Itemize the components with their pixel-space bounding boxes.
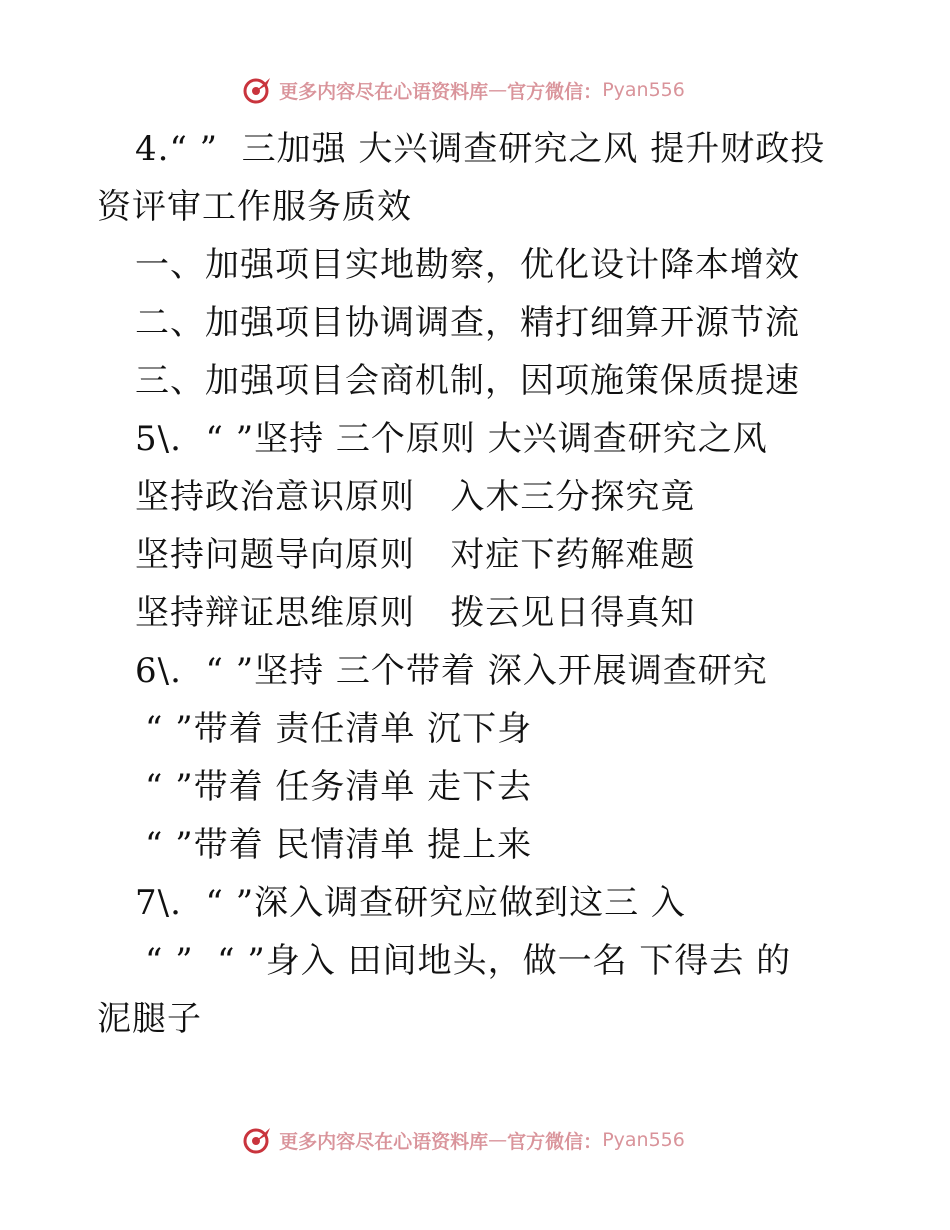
footer-watermark — [0, 1120, 950, 1160]
body-line-5: 三、加强项目会商机制，因项施策保质提速 — [135, 361, 800, 401]
body-line-11: “ ”带着 责任清单 沉下身 — [145, 709, 533, 749]
body-line-7: 坚持政治意识原则 入木三分探究竟 — [135, 477, 696, 517]
body-line-13: “ ”带着 民情清单 提上来 — [145, 825, 533, 865]
watermark-main-text: 更多内容尽在心语资料库 — [279, 80, 489, 103]
header-watermark — [0, 70, 950, 110]
body-line-3: 一、加强项目实地勘察，优化设计降本增效 — [135, 245, 800, 285]
body-line-10: 6\. “ ”坚持 三个带着 深入开展调查研究 — [135, 651, 768, 691]
body-line-9: 坚持辩证思维原则 拨云见日得真知 — [135, 593, 696, 633]
body-line-6: 5\. “ ”坚持 三个原则 大兴调查研究之风 — [135, 419, 768, 459]
watermark-separator: — — [488, 1129, 508, 1151]
watermark-wechat-label: 官方微信： — [507, 80, 603, 103]
watermark-wechat-id: Pyan556 — [602, 1129, 685, 1151]
body-line-8: 坚持问题导向原则 对症下药解难题 — [135, 535, 696, 575]
body-line-15: “ ” “ ”身入 田间地头，做一名 下得去 的 — [145, 941, 792, 981]
watermark-main-text: 更多内容尽在心语资料库 — [279, 1130, 489, 1153]
watermark-wechat-id: Pyan556 — [602, 79, 685, 101]
body-line-4: 二、加强项目协调调查，精打细算开源节流 — [135, 303, 800, 343]
body-line-12: “ ”带着 任务清单 走下去 — [145, 767, 533, 807]
body-line-2: 资评审工作服务质效 — [97, 187, 412, 227]
watermark-separator: — — [488, 79, 508, 101]
quill-logo-icon — [243, 75, 273, 105]
quill-logo-icon — [243, 1125, 273, 1155]
body-line-14: 7\. “ ”深入调查研究应做到这三 入 — [135, 883, 686, 923]
body-line-16: 泥腿子 — [97, 999, 202, 1039]
watermark-wechat-label: 官方微信： — [507, 1130, 603, 1153]
body-line-1: 4.“ ” 三加强 大兴调查研究之风 提升财政投 — [135, 129, 826, 169]
